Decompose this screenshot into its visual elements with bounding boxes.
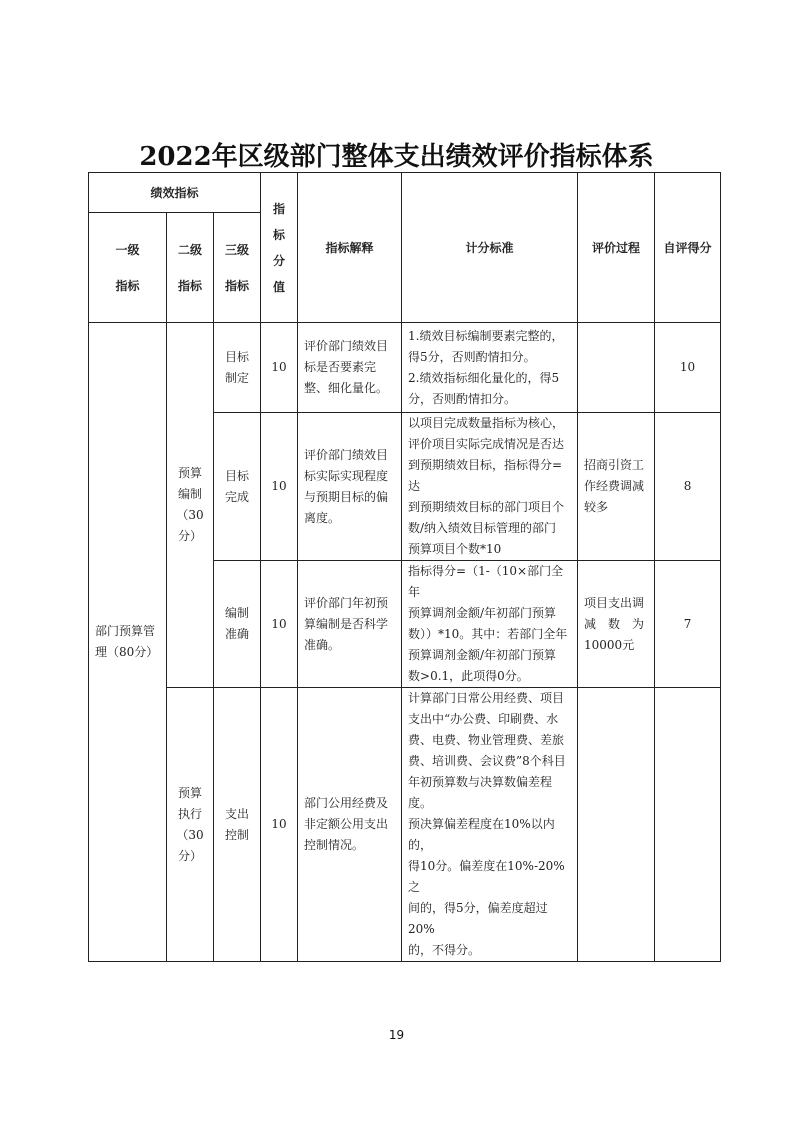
score-cell: 10 <box>261 688 298 962</box>
criteria-cell: 计算部门日常公用经费、项目 支出中“办公费、印刷费、水 费、电费、物业管理费、差旅 费、培训费、会议费”8个科目 年初预算数与决算数偏差程 度。 预决算偏差程度在10%以内的， 得10分。偏差度在10%-20%之 间的，得5分，偏差度超过20% 的，不得分。 <box>402 688 578 962</box>
header-explain: 指标解释 <box>298 173 402 323</box>
score-cell: 10 <box>261 561 298 688</box>
level2-cell: 预算 执行 （30 分） <box>167 688 214 962</box>
header-level2: 二级 指标 <box>167 213 214 323</box>
header-level3: 三级 指标 <box>214 213 261 323</box>
page-title: 2022年区级部门整体支出绩效评价指标体系 <box>139 142 654 172</box>
criteria-cell: 1.绩效目标编制要素完整的， 得5分，否则酌情扣分。 2.绩效指标细化量化的，得5 分，否则酌情扣分。 <box>402 323 578 413</box>
table-row <box>89 323 721 413</box>
table-row <box>89 688 721 962</box>
self-score-cell: 10 <box>655 323 721 413</box>
level3-cell: 支出 控制 <box>214 688 261 962</box>
explain-cell: 评价部门绩效目 标是否要素完 整、细化量化。 <box>298 323 402 413</box>
criteria-cell: 以项目完成数量指标为核心， 评价项目实际完成情况是否达 到预期绩效目标，指标得分=达 到预期绩效目标的部门项目个 数/纳入绩效目标管理的部门 预算项目个数*10 <box>402 413 578 561</box>
explain-cell: 评价部门绩效目 标实际实现程度 与预期目标的偏 离度。 <box>298 413 402 561</box>
page-number: 19 <box>388 1028 405 1042</box>
level3-cell: 目标 制定 <box>214 323 261 413</box>
level2-cell: 预算 编制 （30 分） <box>167 323 214 688</box>
process-cell: 招商引资工 作经费调减 较多 <box>578 413 655 561</box>
process-cell <box>578 688 655 962</box>
header-indicators: 绩效指标 <box>89 173 261 213</box>
level3-cell: 目标 完成 <box>214 413 261 561</box>
level3-cell: 编制 准确 <box>214 561 261 688</box>
self-score-cell: 8 <box>655 413 721 561</box>
explain-cell: 评价部门年初预 算编制是否科学 准确。 <box>298 561 402 688</box>
process-cell <box>578 323 655 413</box>
header-process: 评价过程 <box>578 173 655 323</box>
score-cell: 10 <box>261 323 298 413</box>
explain-cell: 部门公用经费及 非定额公用支出 控制情况。 <box>298 688 402 962</box>
score-cell: 10 <box>261 413 298 561</box>
process-cell: 项目支出调 减 数 为 10000元 <box>578 561 655 688</box>
header-level1: 一级 指标 <box>89 213 167 323</box>
criteria-cell: 指标得分=（1-（10×部门全年 预算调剂金额/年初部门预算 数））*10。其中：若部门全年 预算调剂金额/年初部门预算 数>0.1，此项得0分。 <box>402 561 578 688</box>
level1-cell: 部门预算管 理（80分） <box>89 323 167 962</box>
header-criteria: 计分标准 <box>402 173 578 323</box>
self-score-cell: 7 <box>655 561 721 688</box>
header-self-score: 自评得分 <box>655 173 721 323</box>
indicator-table <box>88 172 721 962</box>
self-score-cell <box>655 688 721 962</box>
header-score: 指 标 分 值 <box>261 173 298 323</box>
